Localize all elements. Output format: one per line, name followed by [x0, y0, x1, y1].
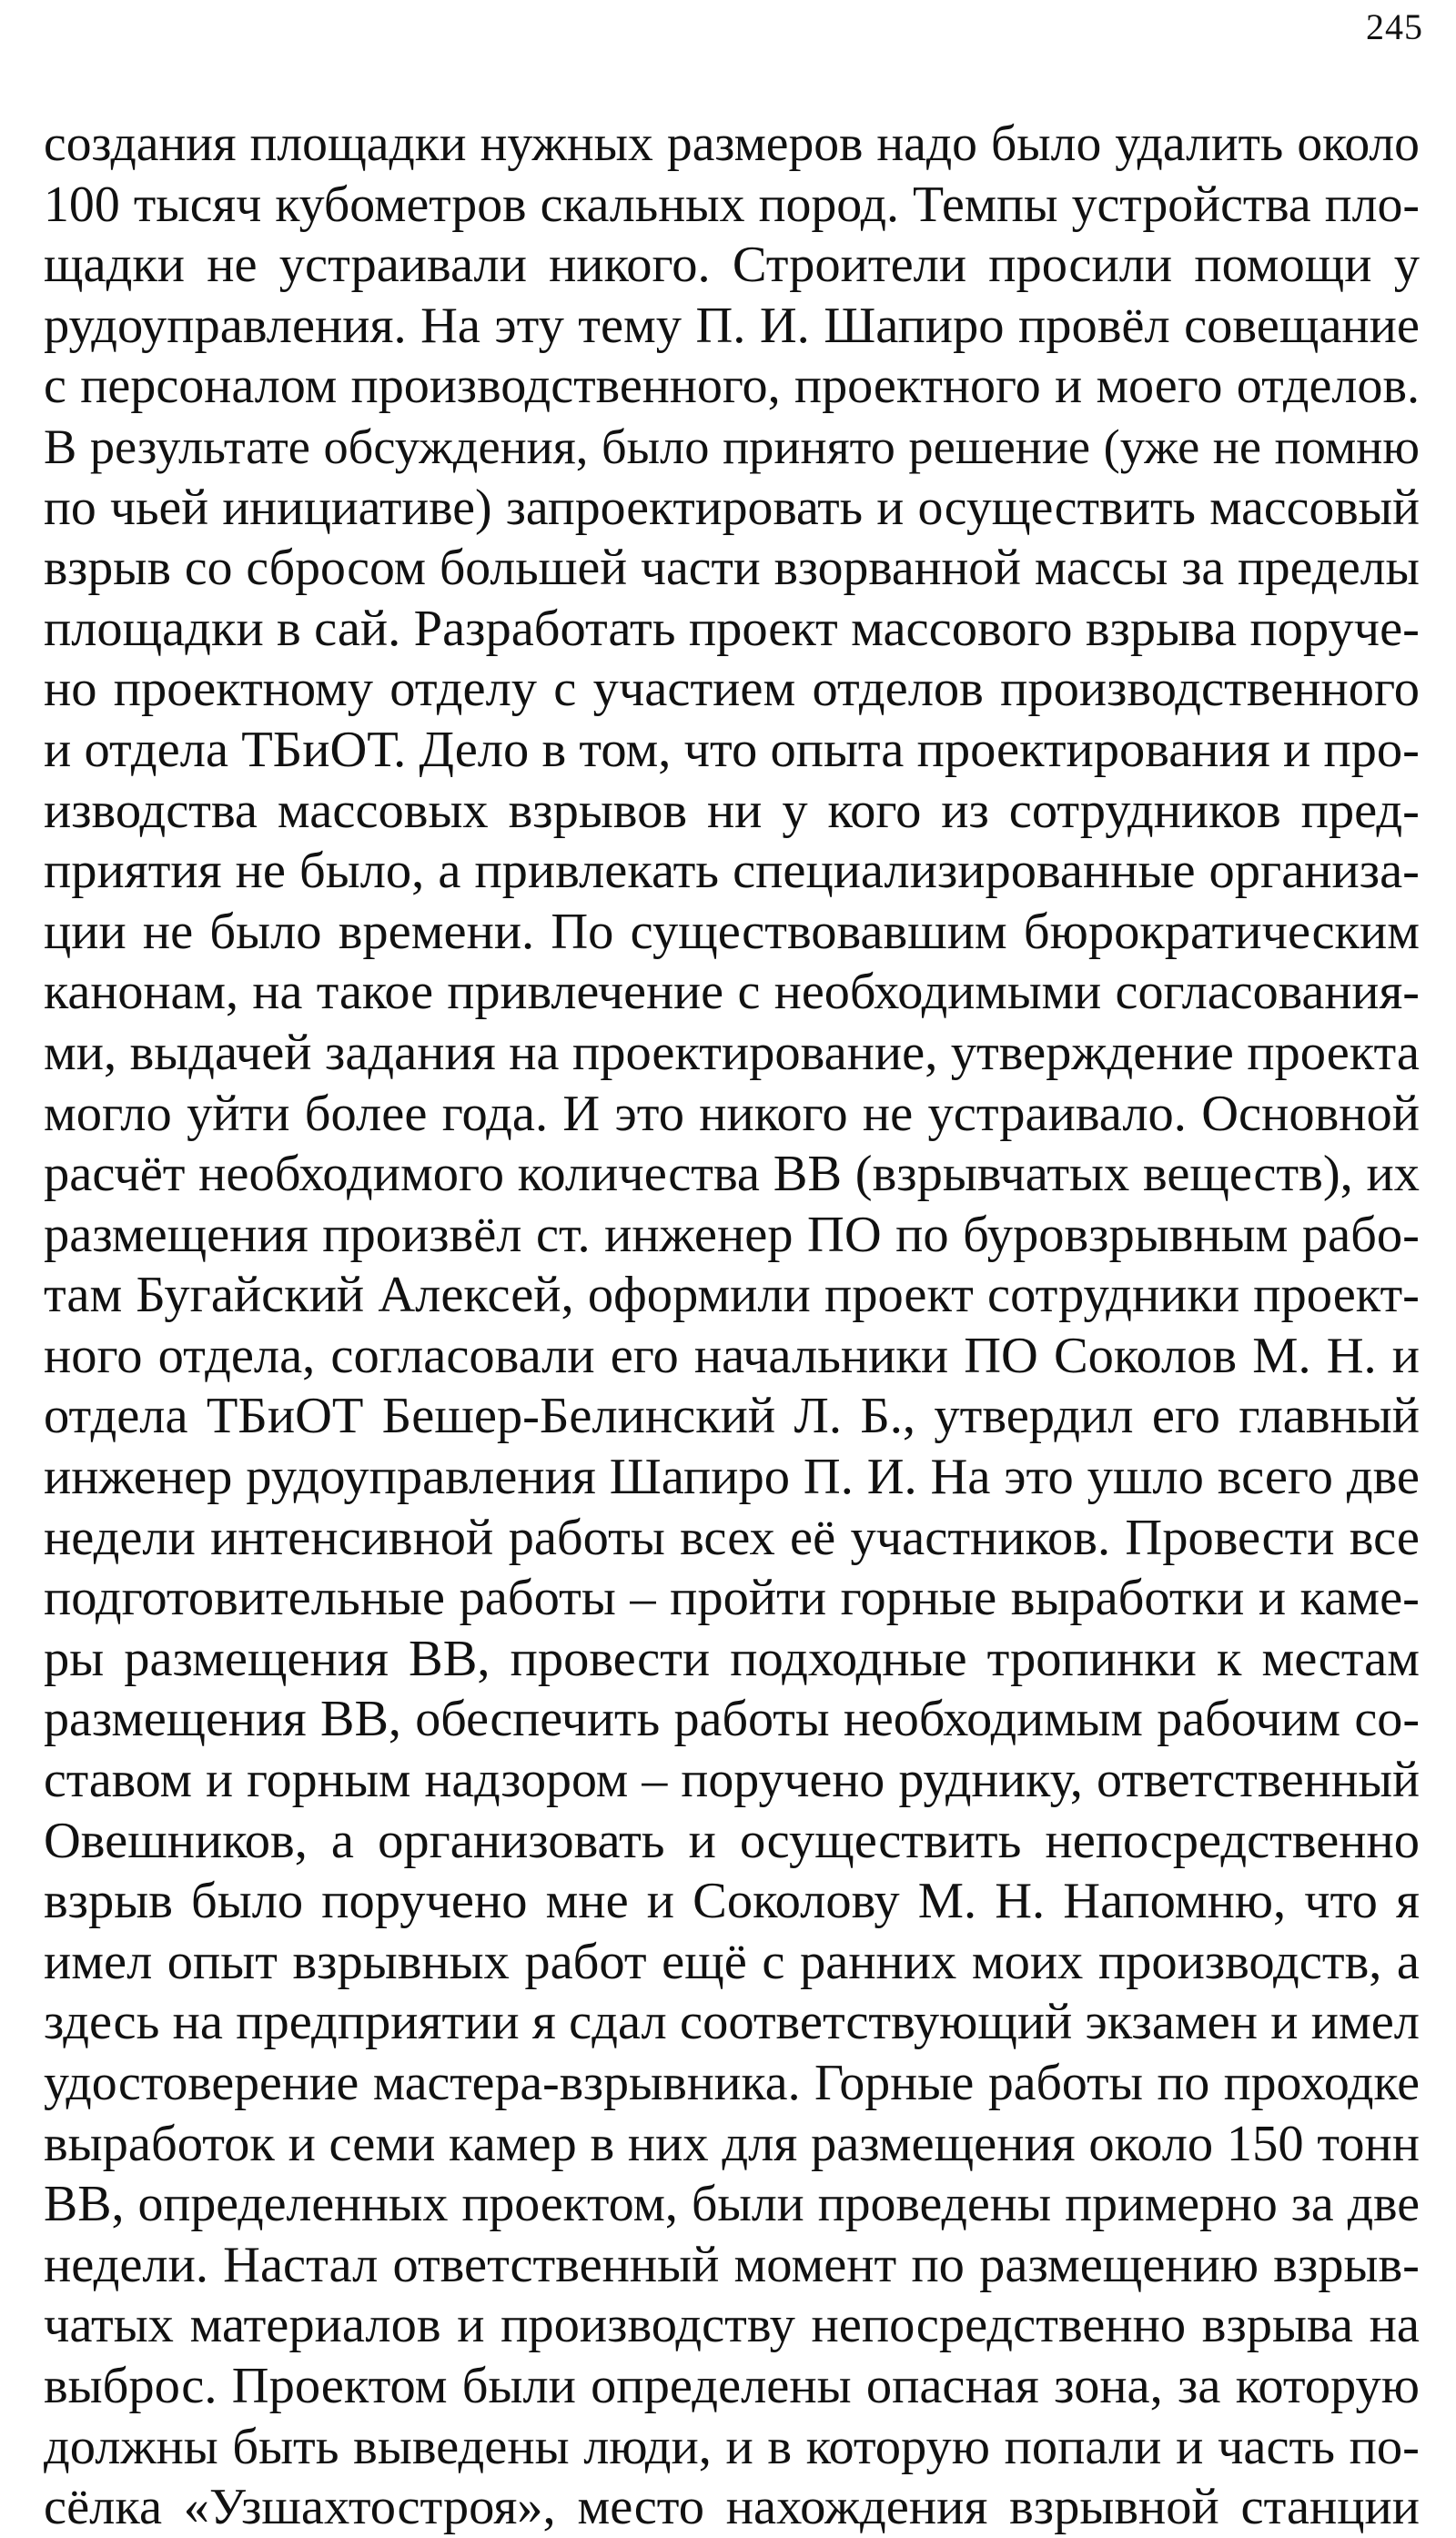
text-line: недели интенсивной работы всех её участников. Провести все — [44, 1509, 1420, 1566]
text-line: выброс. Проектом были определены опасная зона, за которую — [44, 2357, 1420, 2414]
text-line: недели. Настал ответственный момент по размещению взрыв- — [44, 2236, 1420, 2293]
text-line: подготовительные работы – пройти горные выработки и каме- — [44, 1570, 1420, 1627]
text-line: с персоналом производственного, проектного и моего отделов. — [44, 358, 1420, 415]
text-line: удостоверение мастера-взрывника. Горные работы по проходке — [44, 2055, 1420, 2111]
page-number: 245 — [1366, 6, 1423, 47]
text-line: щадки не устраивали никого. Строители просили помощи у — [44, 237, 1420, 294]
text-line: инженер рудоуправления Шапиро П. И. На это ушло всего две — [44, 1449, 1420, 1506]
text-line: и отдела ТБиОТ. Дело в том, что опыта проектирования и про- — [44, 721, 1420, 778]
text-line: имел опыт взрывных работ ещё с ранних моих производств, а — [44, 1933, 1420, 1990]
text-line: ВВ, определенных проектом, были проведены примерно за две — [44, 2176, 1420, 2233]
text-line: ры размещения ВВ, провести подходные тропинки к местам — [44, 1630, 1420, 1687]
text-line: могло уйти более года. И это никого не устраивало. Основной — [44, 1085, 1420, 1142]
body-text — [44, 114, 1420, 2538]
text-line: ми, выдачей задания на проектирование, утверждение проекта — [44, 1024, 1420, 1081]
text-line: канонам, на такое привлечение с необходимыми согласования- — [44, 964, 1420, 1021]
text-line: чатых материалов и производству непосредственно взрыва на — [44, 2297, 1420, 2354]
text-line: но проектному отделу с участием отделов производственного — [44, 661, 1420, 718]
text-line: создания площадки нужных размеров надо было удалить около — [44, 116, 1420, 172]
text-line: ции не было времени. По существовавшим бюрократическим — [44, 903, 1420, 960]
text-line: здесь на предприятии я сдал соответствующий экзамен и имел — [44, 1994, 1420, 2051]
text-line: ставом и горным надзором – поручено руднику, ответственный — [44, 1752, 1420, 1809]
text-line: 100 тысяч кубометров скальных пород. Темпы устройства пло- — [44, 176, 1420, 233]
text-line: изводства массовых взрывов ни у кого из сотрудников пред- — [44, 782, 1420, 839]
text-line: взрыв со сбросом большей части взорванной массы за пределы — [44, 540, 1420, 597]
text-line: выработок и семи камер в них для размещения около 150 тонн — [44, 2115, 1420, 2172]
text-line: там Бугайский Алексей, оформили проект сотрудники проект- — [44, 1267, 1420, 1324]
text-line: Овешников, а организовать и осуществить непосредственно — [44, 1812, 1420, 1869]
text-line: ного отдела, согласовали его начальники ПО Соколов М. Н. и — [44, 1327, 1420, 1384]
text-line: отдела ТБиОТ Бешер-Белинский Л. Б., утвердил его главный — [44, 1388, 1420, 1445]
text-line: размещения произвёл ст. инженер ПО по буровзрывным рабо- — [44, 1206, 1420, 1263]
text-line: размещения ВВ, обеспечить работы необходимым рабочим со- — [44, 1691, 1420, 1748]
text-line: В результате обсуждения, было принято решение (уже не помню — [44, 419, 1420, 474]
text-line: взрыв было поручено мне и Соколову М. Н. Напомню, что я — [44, 1873, 1420, 1930]
text-line: сёлка «Узшахтостроя», место нахождения взрывной станции — [44, 2479, 1420, 2536]
text-line: по чьей инициативе) запроектировать и осуществить массовый — [44, 479, 1420, 536]
text-line: рудоуправления. На эту тему П. И. Шапиро провёл совещание — [44, 297, 1420, 354]
text-line: должны быть выведены люди, и в которую попали и часть по- — [44, 2418, 1420, 2475]
text-line: площадки в сай. Разработать проект массового взрыва поруче- — [44, 600, 1420, 657]
text-line: расчёт необходимого количества ВВ (взрывчатых веществ), их — [44, 1146, 1420, 1203]
text-line: приятия не было, а привлекать специализированные организа- — [44, 843, 1420, 900]
